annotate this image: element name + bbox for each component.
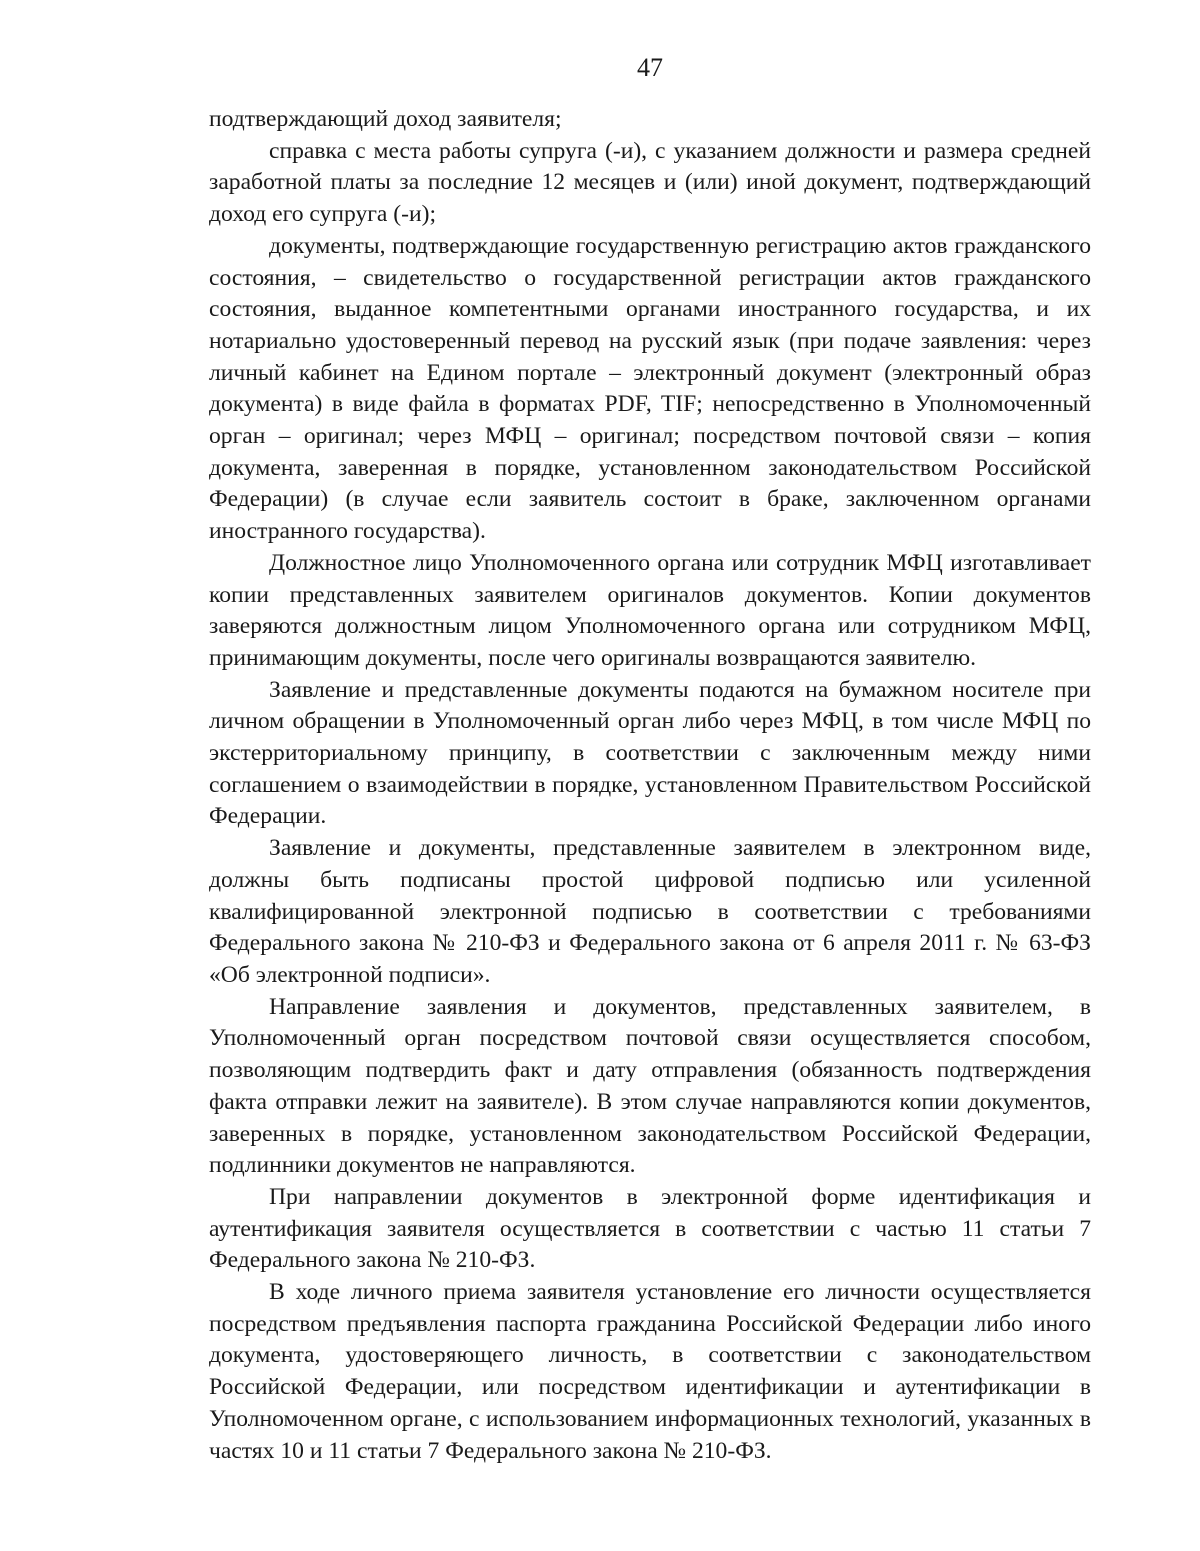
document-body <box>209 104 1091 1467</box>
paragraph-spouse-income-certificate: справка с места работы супруга (-и), с указанием должности и размера средней заработной платы за последние 12 месяцев и (или) иной документ, подтверждающий доход его супруга (-и); <box>209 137 1091 228</box>
paragraph-paper-submission: Заявление и представленные документы подаются на бумажном носителе при личном обращении в Уполномоченный орган либо через МФЦ, в том числе МФЦ по экстерриториальному принципу, в соответствии с заключенным между ними соглашением о взаимодействии в порядке, установленном Правительством Российской Федерации. <box>209 676 1091 830</box>
paragraph-personal-reception: В ходе личного приема заявителя установление его личности осуществляется посредством предъявления паспорта гражданина Российской Федерации либо иного документа, удостоверяющего личность, в соответствии с законодательством Российской Федерации, или посредством идентификации и аутентификации в Уполномоченном органе, с использованием информационных технологий, указанных в частях 10 и 11 статьи 7 Федерального закона № 210-ФЗ. <box>209 1279 1091 1464</box>
page-number: 47 <box>637 53 663 82</box>
paragraph-civil-registration-documents: документы, подтверждающие государственную регистрацию актов гражданского состояния, – свидетельство о государственной регистрации актов гражданского состояния, выданное компетентными органами иностранного государства, и их нотариально удостоверенный перевод на русский язык (при подаче заявления: через личный кабинет на Едином портале – электронный документ (электронный образ документа) в виде файла в форматах PDF, TIF; непосредственно в Уполномоченный орган – оригинал; через МФЦ – оригинал; посредством почтовой связи – копия документа, заверенная в порядке, установленном законодательством Российской Федерации) (в случае если заявитель состоит в браке, заключенном органами иностранного государства). <box>209 232 1091 545</box>
paragraph-document-copies: Должностное лицо Уполномоченного органа или сотрудник МФЦ изготавливает копии представленных заявителем оригиналов документов. Копии документов заверяются должностным лицом Уполномоченного органа или сотрудником МФЦ, принимающим документы, после чего оригиналы возвращаются заявителю. <box>209 549 1091 671</box>
paragraph-electronic-identification: При направлении документов в электронной форме идентификация и аутентификация заявителя осуществляется в соответствии с частью 11 статьи 7 Федерального закона № 210-ФЗ. <box>209 1183 1091 1274</box>
paragraph-electronic-signature: Заявление и документы, представленные заявителем в электронном виде, должны быть подписаны простой цифровой подписью или усиленной квалифицированной электронной подписью в соответствии с требованиями Федерального закона № 210-ФЗ и Федерального закона от 6 апреля 2011 г. № 63-ФЗ «Об электронной подписи». <box>209 835 1091 988</box>
paragraph-postal-submission: Направление заявления и документов, представленных заявителем, в Уполномоченный орган посредством почтовой связи осуществляется способом, позволяющим подтвердить факт и дату отправления (обязанность подтверждения факта отправки лежит на заявителе). В этом случае направляются копии документов, заверенных в порядке, установленном законодательством Российской Федерации, подлинники документов не направляются. <box>209 993 1091 1179</box>
paragraph-continuation: подтверждающий доход заявителя; <box>209 106 562 132</box>
